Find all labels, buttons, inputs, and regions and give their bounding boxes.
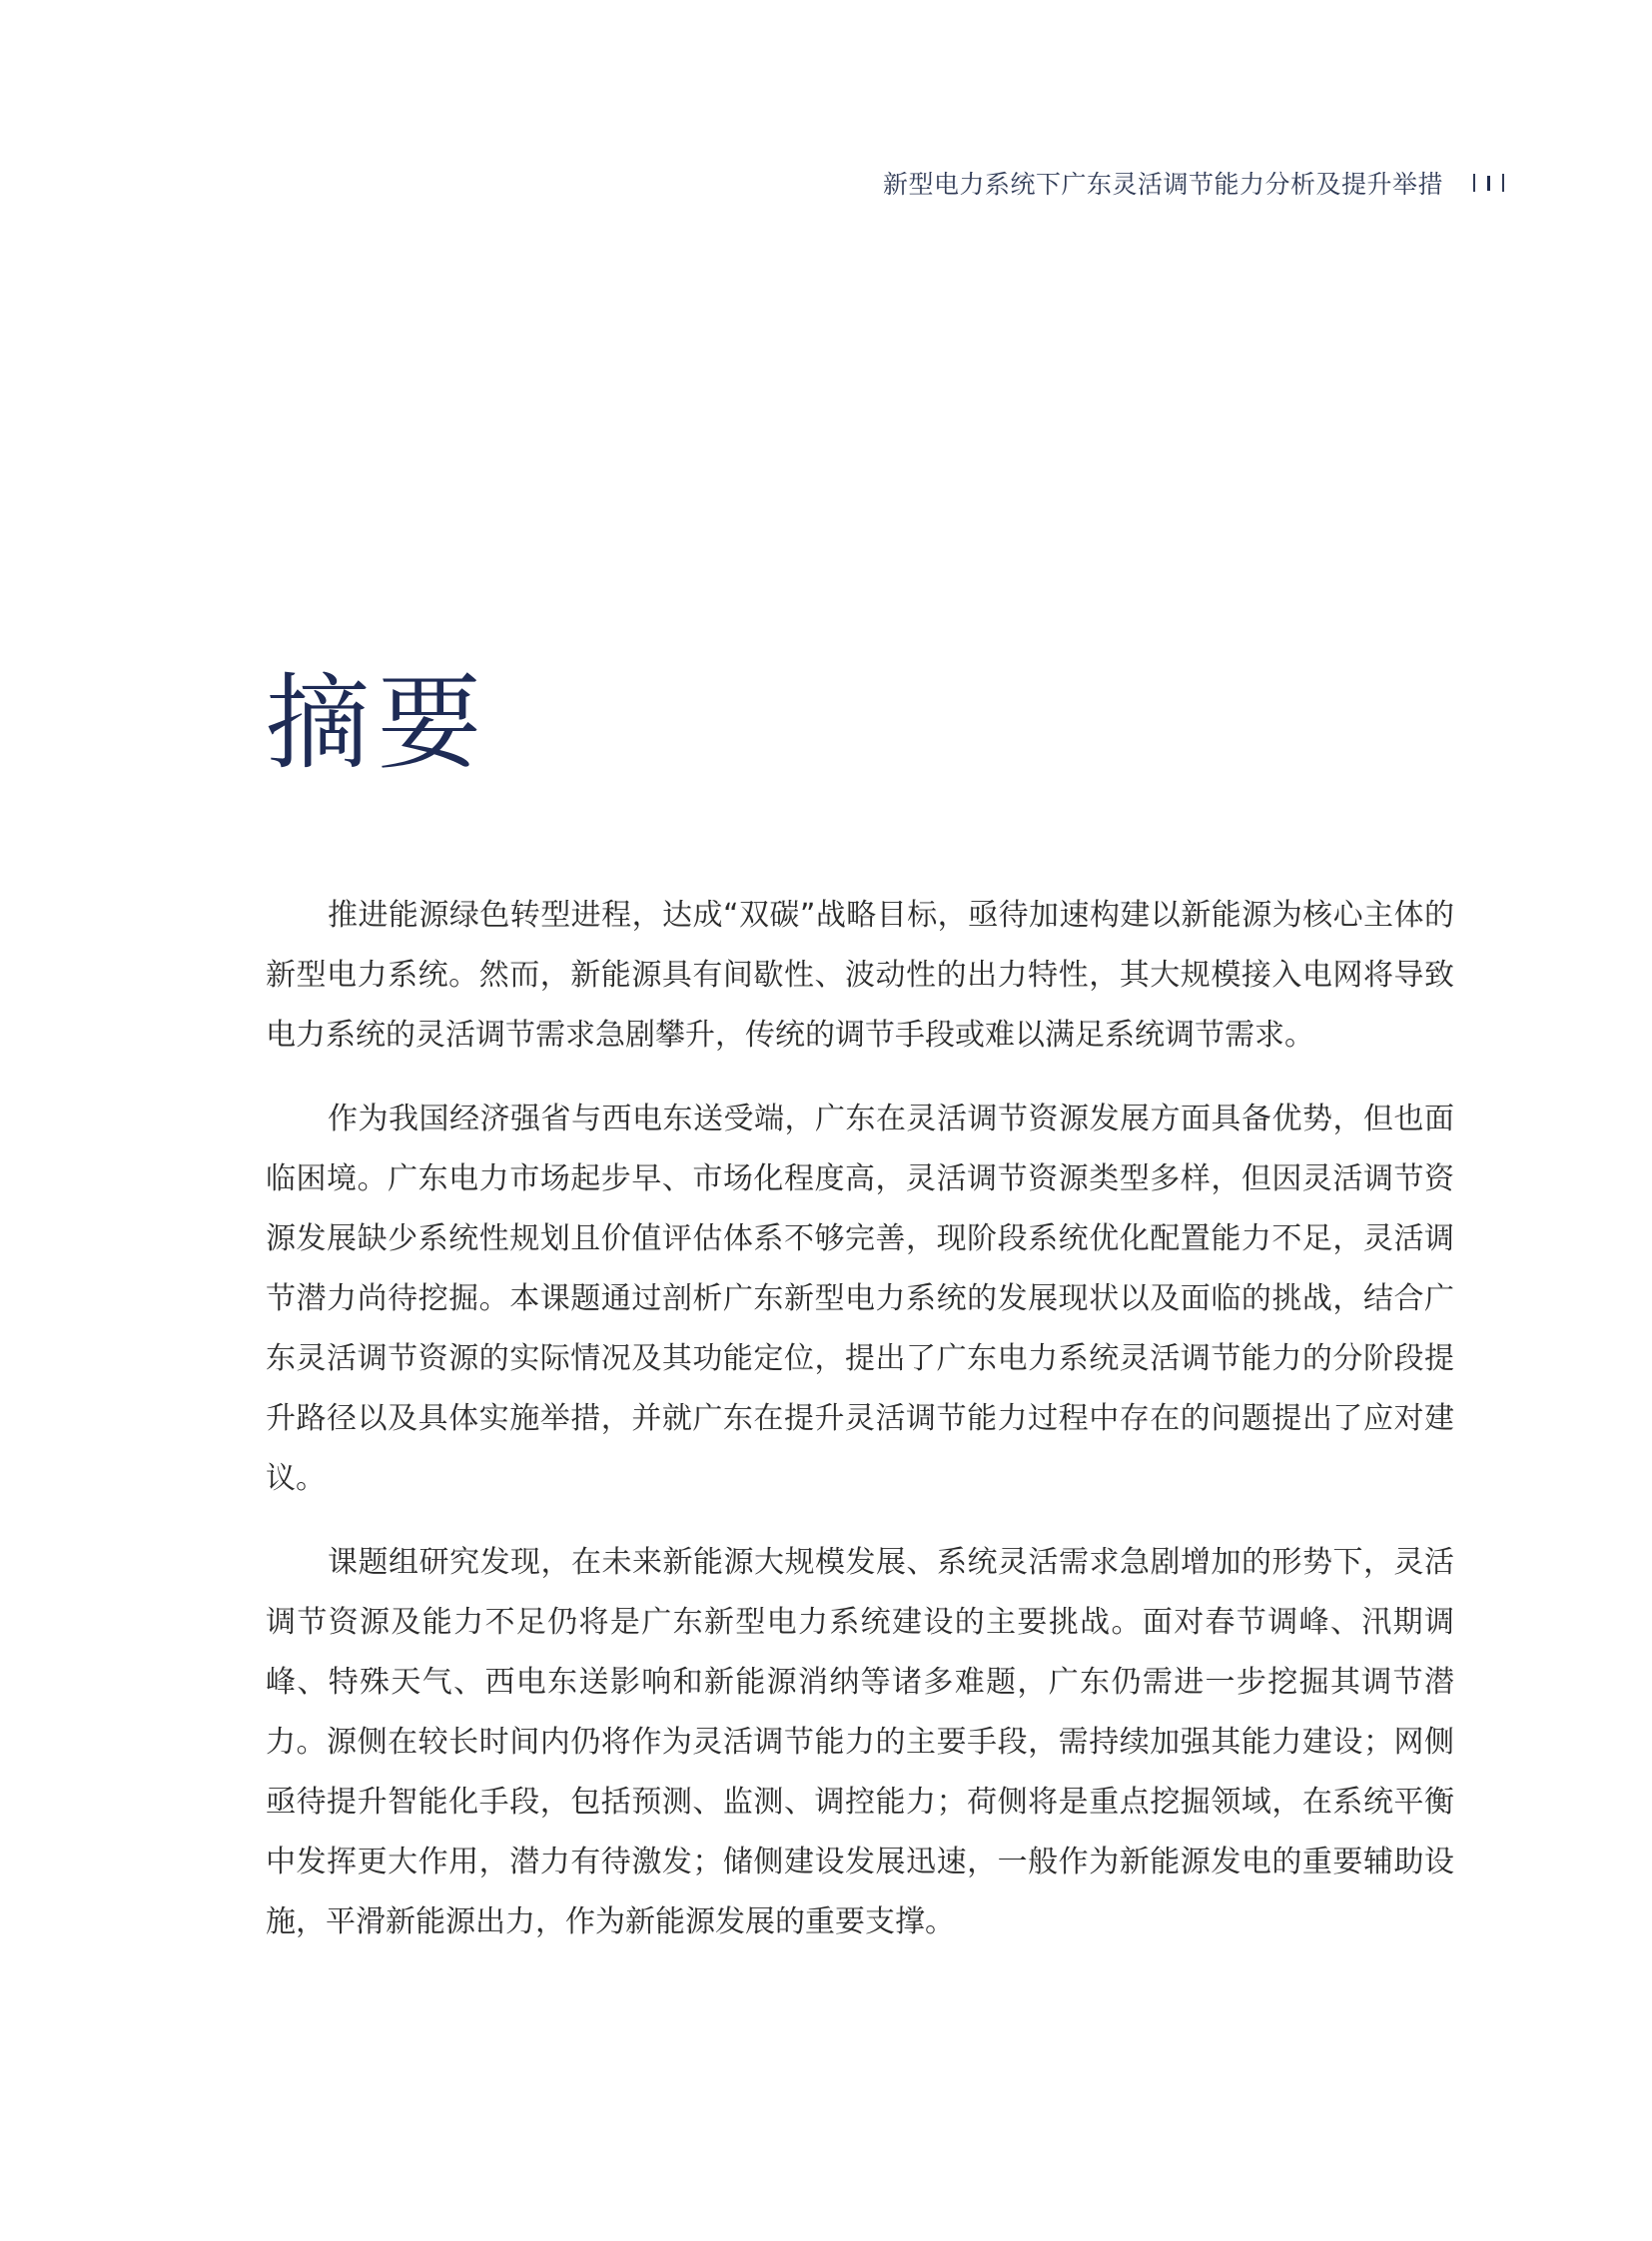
paragraph-3: 课题组研究发现，在未来新能源大规模发展、系统灵活需求急剧增加的形势下，灵活调节资源及能力不足仍将是广东新型电力系统建设的主要挑战。面对春节调峰、汛期调峰、特殊天气、西电东送影响和新能源消纳等诸多难题，广东仍需进一步挖掘其调节潜力。源侧在较长时间内仍将作为灵活调节能力的主要手段，需持续加强其能力建设；网侧亟待提升智能化手段，包括预测、监测、调控能力；荷侧将是重点挖掘领域，在系统平衡中发挥更大作用，潜力有待激发；储侧建设发展迅速，一般作为新能源发电的重要辅助设施，平滑新能源出力，作为新能源发展的重要支撑。 [266, 1545, 1454, 1939]
page-marker-bar-middle [1487, 176, 1490, 191]
page-marker-bar-right [1502, 174, 1504, 192]
paragraph-1: 推进能源绿色转型进程，达成“双碳”战略目标，亟待加速构建以新能源为核心主体的新型电力系统。然而，新能源具有间歇性、波动性的出力特性，其大规模接入电网将导致电力系统的灵活调节需求急剧攀升，传统的调节手段或难以满足系统调节需求。 [266, 898, 1454, 1053]
page-marker [1473, 174, 1504, 192]
page-title: 摘要 [266, 662, 490, 784]
running-title: 新型电力系统下广东灵活调节能力分析及提升举措 [882, 170, 1443, 199]
page-marker-bar-left [1473, 174, 1475, 192]
running-header [883, 165, 1504, 201]
paragraph-2: 作为我国经济强省与西电东送受端，广东在灵活调节资源发展方面具备优势，但也面临困境。广东电力市场起步早、市场化程度高，灵活调节资源类型多样，但因灵活调节资源发展缺少系统性规划且价值评估体系不够完善，现阶段系统优化配置能力不足，灵活调节潜力尚待挖掘。本课题通过剖析广东新型电力系统的发展现状以及面临的挑战，结合广东灵活调节资源的实际情况及其功能定位，提出了广东电力系统灵活调节能力的分阶段提升路径以及具体实施举措，并就广东在提升灵活调节能力过程中存在的问题提出了应对建议。 [266, 1102, 1454, 1496]
abstract-body [266, 886, 1454, 1976]
